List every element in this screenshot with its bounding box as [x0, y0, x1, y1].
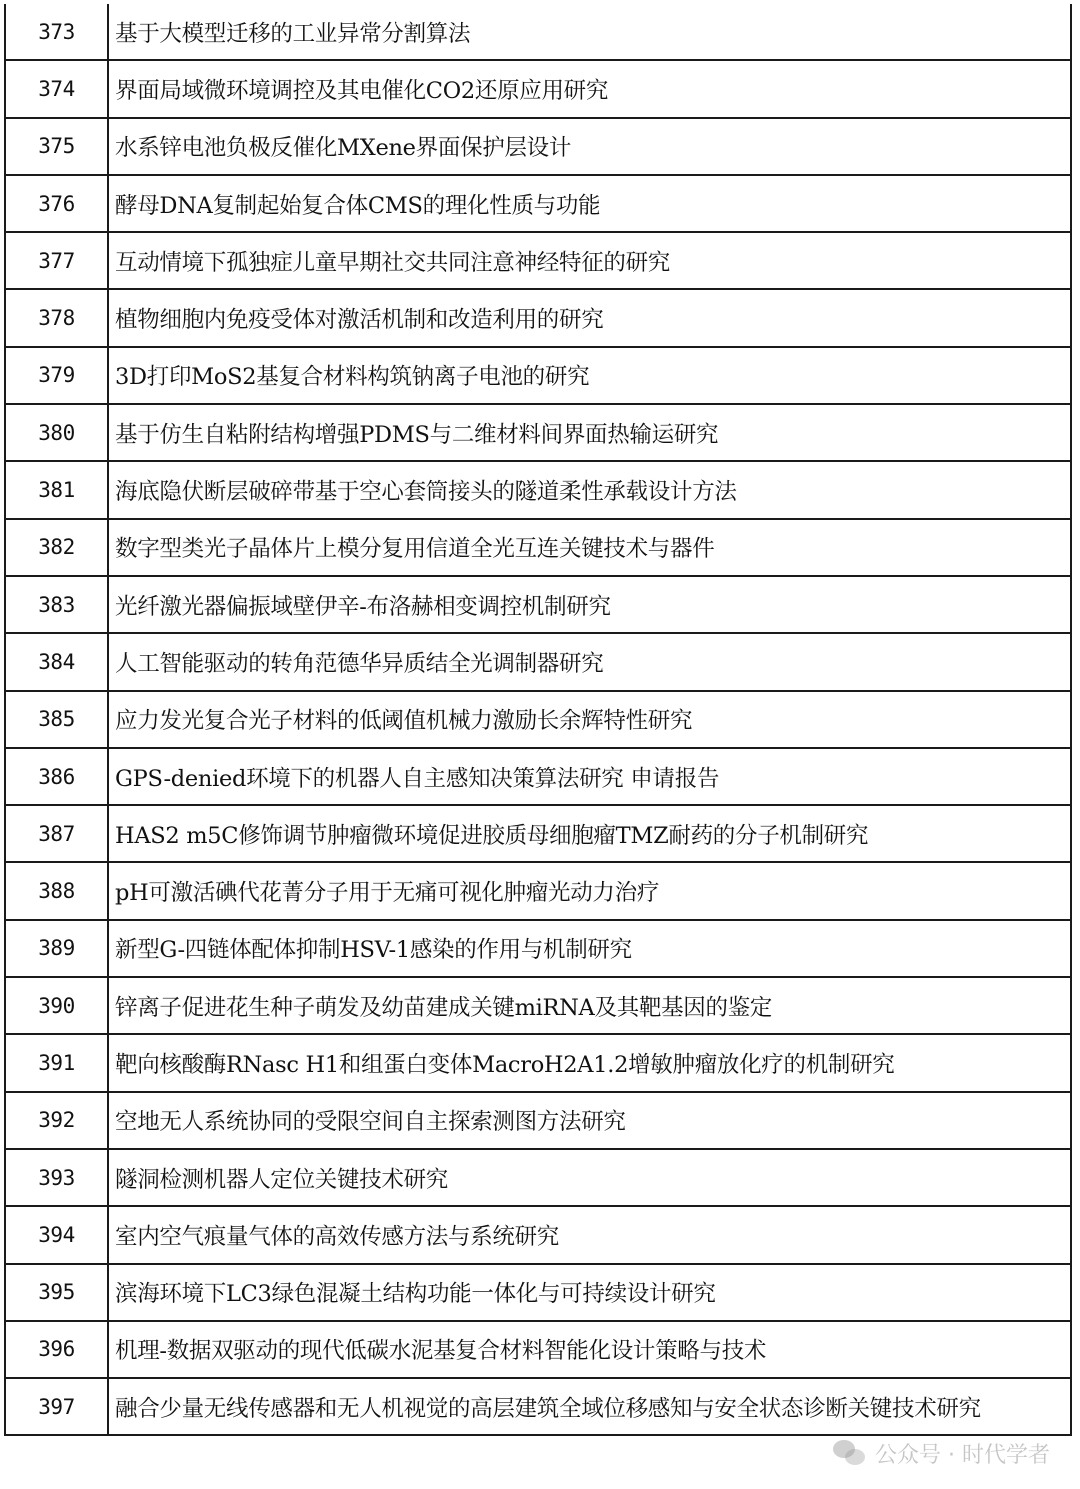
table-row [5, 691, 1071, 748]
row-number: 384 [5, 633, 108, 690]
row-number: 382 [5, 519, 108, 576]
project-title: 室内空气痕量气体的高效传感方法与系统研究 [108, 1206, 1071, 1263]
project-title: 植物细胞内免疫受体对激活机制和改造利用的研究 [108, 289, 1071, 346]
table-row [5, 232, 1071, 289]
project-title: 靶向核酸酶RNasc H1和组蛋白变体MacroH2A1.2增敏肿瘤放化疗的机制研究 [108, 1034, 1071, 1091]
table-row [5, 1206, 1071, 1263]
project-title: 机理-数据双驱动的现代低碳水泥基复合材料智能化设计策略与技术 [108, 1321, 1071, 1378]
row-number: 387 [5, 805, 108, 862]
row-number: 385 [5, 691, 108, 748]
row-number: 396 [5, 1321, 108, 1378]
row-number: 374 [5, 60, 108, 117]
project-title: 应力发光复合光子材料的低阈值机械力激励长余辉特性研究 [108, 691, 1071, 748]
row-number: 389 [5, 920, 108, 977]
table-row [5, 977, 1071, 1034]
watermark-text: 公众号 · 时代学者 [875, 1443, 1050, 1468]
table-row [5, 289, 1071, 346]
row-number: 397 [5, 1378, 108, 1435]
table-row [5, 404, 1071, 461]
row-number: 390 [5, 977, 108, 1034]
project-title: 基于大模型迁移的工业异常分割算法 [108, 4, 1071, 60]
project-title: 滨海环境下LC3绿色混凝土结构功能一体化与可持续设计研究 [108, 1264, 1071, 1321]
project-title: HAS2 m5C修饰调节肿瘤微环境促进胶质母细胞瘤TMZ耐药的分子机制研究 [108, 805, 1071, 862]
table-row [5, 576, 1071, 633]
project-title: 光纤激光器偏振域壁伊辛-布洛赫相变调控机制研究 [108, 576, 1071, 633]
table-row [5, 1149, 1071, 1206]
row-number: 376 [5, 175, 108, 232]
project-title: 酵母DNA复制起始复合体CMS的理化性质与功能 [108, 175, 1071, 232]
row-number: 393 [5, 1149, 108, 1206]
row-number: 375 [5, 118, 108, 175]
table-row [5, 347, 1071, 404]
project-title: 空地无人系统协同的受限空间自主探索测图方法研究 [108, 1092, 1071, 1149]
table-row [5, 175, 1071, 232]
project-title: 界面局域微环境调控及其电催化CO2还原应用研究 [108, 60, 1071, 117]
table-row [5, 1264, 1071, 1321]
project-title: pH可激活碘代花菁分子用于无痛可视化肿瘤光动力治疗 [108, 862, 1071, 919]
project-title: 基于仿生自粘附结构增强PDMS与二维材料间界面热输运研究 [108, 404, 1071, 461]
watermark [833, 1438, 1050, 1469]
project-title: 融合少量无线传感器和无人机视觉的高层建筑全域位移感知与安全状态诊断关键技术研究 [108, 1378, 1071, 1435]
row-number: 373 [5, 4, 108, 60]
project-table [4, 4, 1072, 1436]
row-number: 394 [5, 1206, 108, 1263]
row-number: 377 [5, 232, 108, 289]
table-row [5, 1092, 1071, 1149]
table-row [5, 633, 1071, 690]
row-number: 386 [5, 748, 108, 805]
table-row [5, 862, 1071, 919]
row-number: 381 [5, 461, 108, 518]
table-row [5, 805, 1071, 862]
table-row [5, 1378, 1071, 1435]
project-title: 隧洞检测机器人定位关键技术研究 [108, 1149, 1071, 1206]
project-title: 海底隐伏断层破碎带基于空心套筒接头的隧道柔性承载设计方法 [108, 461, 1071, 518]
table-row [5, 920, 1071, 977]
table-row [5, 1034, 1071, 1091]
table-row [5, 4, 1071, 60]
row-number: 395 [5, 1264, 108, 1321]
table-row [5, 748, 1071, 805]
row-number: 380 [5, 404, 108, 461]
project-title: 3D打印MoS2基复合材料构筑钠离子电池的研究 [108, 347, 1071, 404]
row-number: 379 [5, 347, 108, 404]
wechat-icon [833, 1440, 867, 1468]
project-title: 锌离子促进花生种子萌发及幼苗建成关键miRNA及其靶基因的鉴定 [108, 977, 1071, 1034]
table-row [5, 60, 1071, 117]
project-title: 人工智能驱动的转角范德华异质结全光调制器研究 [108, 633, 1071, 690]
project-title: 数字型类光子晶体片上模分复用信道全光互连关键技术与器件 [108, 519, 1071, 576]
table-row [5, 519, 1071, 576]
row-number: 391 [5, 1034, 108, 1091]
table-row [5, 118, 1071, 175]
row-number: 392 [5, 1092, 108, 1149]
project-title: 互动情境下孤独症儿童早期社交共同注意神经特征的研究 [108, 232, 1071, 289]
row-number: 388 [5, 862, 108, 919]
project-title: GPS-denied环境下的机器人自主感知决策算法研究 申请报告 [108, 748, 1071, 805]
table-row [5, 461, 1071, 518]
table-row [5, 1321, 1071, 1378]
row-number: 383 [5, 576, 108, 633]
row-number: 378 [5, 289, 108, 346]
project-table-body [5, 4, 1071, 1435]
project-title: 水系锌电池负极反催化MXene界面保护层设计 [108, 118, 1071, 175]
project-title: 新型G-四链体配体抑制HSV-1感染的作用与机制研究 [108, 920, 1071, 977]
